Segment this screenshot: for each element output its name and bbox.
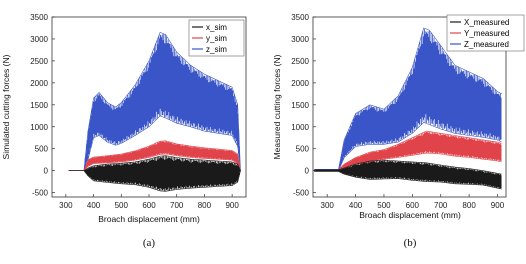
x-tick-label-b-6: 900 [490, 201, 505, 210]
legend-a [189, 20, 244, 56]
y-axis-label-a: Simulated cutting forces (N) [1, 54, 11, 160]
y-tick-label-a-4: 1500 [30, 100, 48, 110]
x-axis-label-b: Broach displacement (mm) [359, 210, 461, 220]
x-tick-label-b-3: 600 [405, 201, 420, 210]
y-tick-label-a-5: 2000 [30, 78, 48, 88]
legend-label-y-measured: Y_measured [464, 29, 510, 38]
x-tick-label-b-0: 300 [320, 201, 334, 210]
y-tick-label-b-3: 1000 [291, 122, 309, 132]
chart-measured-forces [272, 13, 524, 249]
y-tick-label-b-5: 2000 [291, 78, 309, 88]
y-axis-label-b: Measured cutting forces (N) [272, 54, 282, 160]
y-tick-label-a-8: 3500 [30, 13, 48, 22]
caption-a: (a) [142, 237, 156, 249]
x-tick-label-a-4: 700 [170, 201, 184, 210]
x-tick-label-a-5: 800 [197, 201, 212, 210]
x-tick-label-a-6: 900 [225, 201, 239, 210]
x-tick-label-a-2: 500 [114, 201, 128, 210]
y-tick-label-b-2: 500 [295, 144, 309, 154]
legend-label-x-measured: X_measured [464, 18, 510, 27]
y-tick-label-b-0: -500 [292, 188, 309, 198]
y-tick-label-a-1: 0 [43, 166, 48, 176]
x-axis-label-a: Broach displacement (mm) [98, 214, 200, 224]
y-tick-label-b-1: 0 [304, 166, 309, 176]
y-tick-label-b-7: 3000 [291, 34, 309, 44]
y-tick-label-b-4: 1500 [291, 100, 309, 110]
y-tick-label-a-2: 500 [34, 144, 48, 154]
x-tick-label-b-1: 400 [348, 201, 363, 210]
chart-simulated-forces [1, 13, 246, 249]
legend-label-z-measured: Z_measured [464, 40, 509, 49]
y-tick-label-a-6: 2500 [30, 56, 48, 66]
x-tick-label-b-2: 500 [377, 201, 391, 210]
legend-b [447, 15, 524, 51]
x-tick-label-a-1: 400 [86, 201, 101, 210]
x-tick-label-a-0: 300 [59, 201, 73, 210]
caption-b: (b) [403, 237, 417, 249]
y-tick-label-a-0: -500 [31, 188, 48, 198]
series-x-measured [314, 160, 501, 189]
y-tick-label-a-7: 3000 [30, 34, 48, 44]
x-tick-label-b-4: 700 [434, 201, 448, 210]
x-tick-label-b-5: 800 [462, 201, 476, 210]
y-tick-label-b-8: 3500 [291, 13, 309, 22]
x-tick-label-a-3: 600 [142, 201, 156, 210]
legend-label-y-sim: y_sim [206, 34, 227, 43]
y-tick-label-a-3: 1000 [30, 122, 48, 132]
legend-label-z-sim: z_sim [206, 45, 227, 54]
legend-label-x-sim: x_sim [206, 23, 227, 32]
y-tick-label-b-6: 2500 [291, 56, 309, 66]
